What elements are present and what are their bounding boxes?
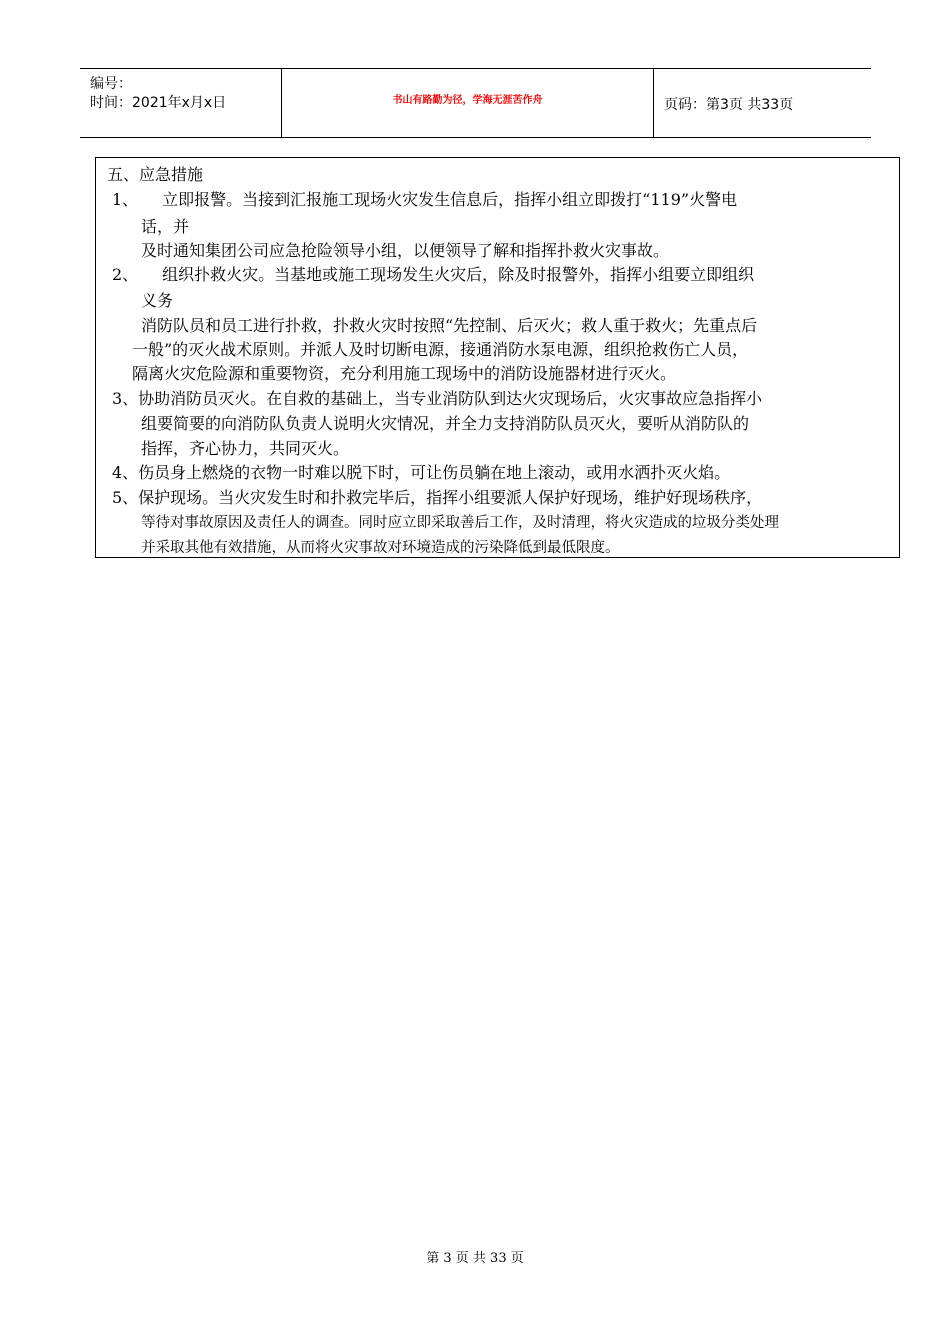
- paragraph-line: 并采取其他有效措施，从而将火灾事故对环境造成的污染降低到最低限度。: [141, 540, 620, 556]
- paragraph-line: 指挥，齐心协力，共同灭火。: [141, 439, 350, 458]
- paragraph-line: 1、 立即报警。当接到汇报施工现场火灾发生信息后，指挥小组立即拨打“119”火警电: [112, 190, 738, 209]
- page-footer: 第 3 页 共 33 页: [426, 1251, 524, 1266]
- paragraph-line: 3、协助消防员灭火。在自救的基础上，当专业消防队到达火灾现场后，火灾事故应急指挥小: [112, 389, 763, 408]
- page-info: 页码：第3页 共33页: [664, 97, 794, 113]
- serial-number-label: 编号：: [90, 76, 132, 92]
- document-header: [80, 68, 871, 138]
- paragraph-line: 话，并: [141, 217, 190, 236]
- date-label: 时间：2021年x月x日: [90, 95, 227, 111]
- motto-text: 书山有路勤为径，学海无涯苦作舟: [392, 95, 543, 106]
- section-title: 五、应急措施: [107, 165, 204, 184]
- paragraph-line: 等待对事故原因及责任人的调查。同时应立即采取善后工作，及时清理，将火灾造成的垃圾分类处理: [141, 515, 779, 531]
- paragraph-line: 隔离火灾危险源和重要物资，充分利用施工现场中的消防设施器材进行灭火。: [132, 364, 677, 383]
- paragraph-line: 2、 组织扑救火灾。当基地或施工现场发生火灾后，除及时报警外，指挥小组要立即组织: [112, 265, 755, 284]
- header-page-cell: [654, 69, 871, 137]
- header-motto-cell: [282, 69, 654, 137]
- paragraph-line: 及时通知集团公司应急抢险领导小组，以便领导了解和指挥扑救火灾事故。: [141, 241, 670, 260]
- paragraph-line: 一般”的灭火战术原则。并派人及时切断电源，接通消防水泵电源，组织抢救伤亡人员，: [132, 340, 749, 359]
- paragraph-line: 义务: [141, 291, 174, 310]
- paragraph-line: 4、伤员身上燃烧的衣物一时难以脱下时，可让伤员躺在地上滚动，或用水洒扑灭火焰。: [112, 463, 731, 482]
- content-box: [95, 157, 900, 558]
- paragraph-line: 消防队员和员工进行扑救，扑救火灾时按照“先控制、后灭火；救人重于救火；先重点后: [141, 316, 758, 335]
- header-meta-cell: [80, 69, 282, 137]
- paragraph-line: 5、保护现场。当火灾发生时和扑救完毕后，指挥小组要派人保护好现场，维护好现场秩序，: [112, 488, 763, 507]
- paragraph-line: 组要简要的向消防队负责人说明火灾情况，并全力支持消防队员灭火，要听从消防队的: [141, 414, 750, 433]
